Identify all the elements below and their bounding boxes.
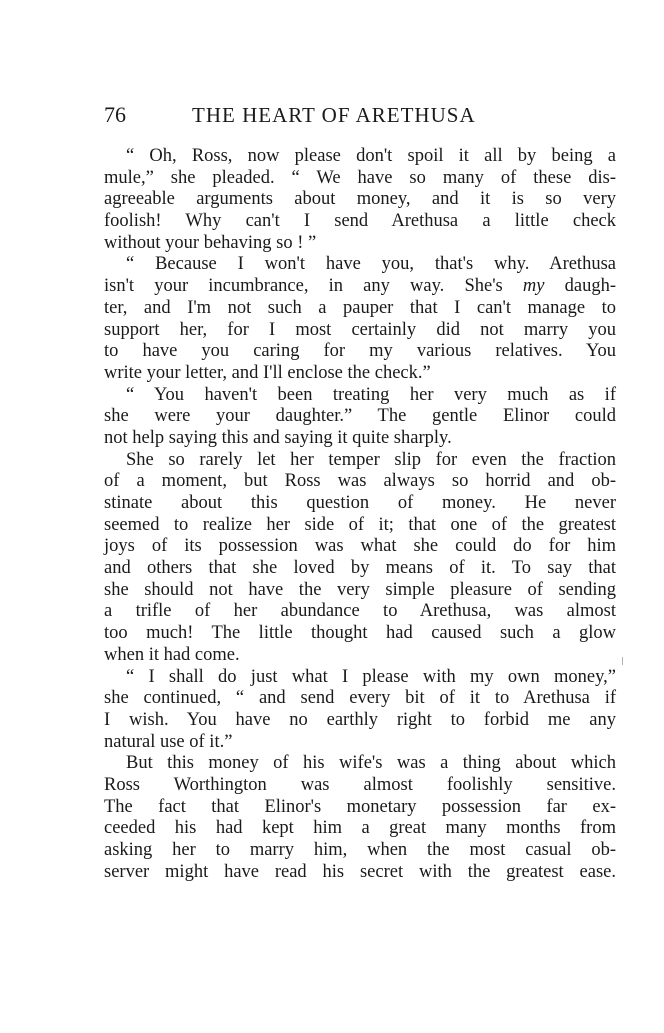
text-line: write your letter, and I'll enclose the check.” — [104, 362, 431, 383]
text-line: mule,” she pleaded. “ We have so many of these dis- — [104, 167, 616, 188]
text-line: support her, for I most certainly did not marry you — [104, 319, 616, 340]
text-line: She so rarely let her temper slip for even the fraction — [126, 449, 616, 470]
text-line: server might have read his secret with the greatest ease. — [104, 861, 616, 882]
text-line: “ Because I won't have you, that's why. Arethusa — [126, 254, 616, 275]
text-line: The fact that Elinor's monetary possession far ex- — [104, 796, 616, 817]
text-line: agreeable arguments about money, and it is so very — [104, 189, 616, 210]
text-line: foolish! Why can't I send Arethusa a little check — [104, 211, 616, 232]
text-line: But this money of his wife's was a thing about which — [126, 753, 616, 774]
text-line: to have you caring for my various relatives. You — [104, 341, 616, 362]
text-line: stinate about this question of money. He never — [104, 493, 616, 513]
text-line: of a moment, but Ross was always so horrid and ob- — [104, 471, 616, 492]
text-line: not help saying this and saying it quite sharply. — [104, 427, 452, 448]
running-head — [104, 100, 616, 132]
text-segment: isn't your incumbrance, in any way. She's — [104, 276, 503, 297]
text-line: and others that she loved by means of it. To say that — [104, 558, 616, 579]
text-line: Ross Worthington was almost foolishly sensitive. — [104, 774, 616, 795]
page-number: 76 — [104, 102, 126, 127]
text-line: she were your daughter.” The gentle Elinor could — [104, 406, 616, 427]
text-line: a trifle of her abundance to Arethusa, was almost — [104, 601, 616, 622]
text-line: natural use of it.” — [104, 731, 233, 752]
text-line: when it had come. — [104, 644, 240, 665]
emphasized-word: my — [522, 276, 545, 297]
body-text — [104, 146, 616, 883]
text-line: “ Oh, Ross, now please don't spoil it all by being a — [126, 146, 616, 166]
text-line: too much! The little thought had caused such a glow — [104, 623, 616, 644]
text-segment: daugh- — [544, 276, 617, 297]
text-line: asking her to marry him, when the most casual ob- — [104, 840, 616, 860]
text-line: ceeded his had kept him a great many months from — [104, 818, 616, 839]
text-line: I wish. You have no earthly right to forbid me any — [104, 709, 616, 730]
margin-speck — [622, 657, 623, 665]
text-line: without your behaving so ! ” — [104, 232, 317, 253]
text-line: “ I shall do just what I please with my own money,” — [126, 666, 616, 687]
text-line: seemed to realize her side of it; that one of the greatest — [104, 514, 616, 535]
text-line: ter, and I'm not such a pauper that I can't manage to — [104, 297, 616, 318]
text-line: she continued, “ and send every bit of it to Arethusa if — [104, 688, 616, 709]
text-line: she should not have the very simple pleasure of sending — [104, 579, 616, 600]
text-line: joys of its possession was what she could do for him — [104, 536, 616, 557]
running-title: THE HEART OF ARETHUSA — [192, 103, 476, 127]
text-line — [104, 276, 616, 298]
text-line: “ You haven't been treating her very much as if — [126, 384, 616, 405]
